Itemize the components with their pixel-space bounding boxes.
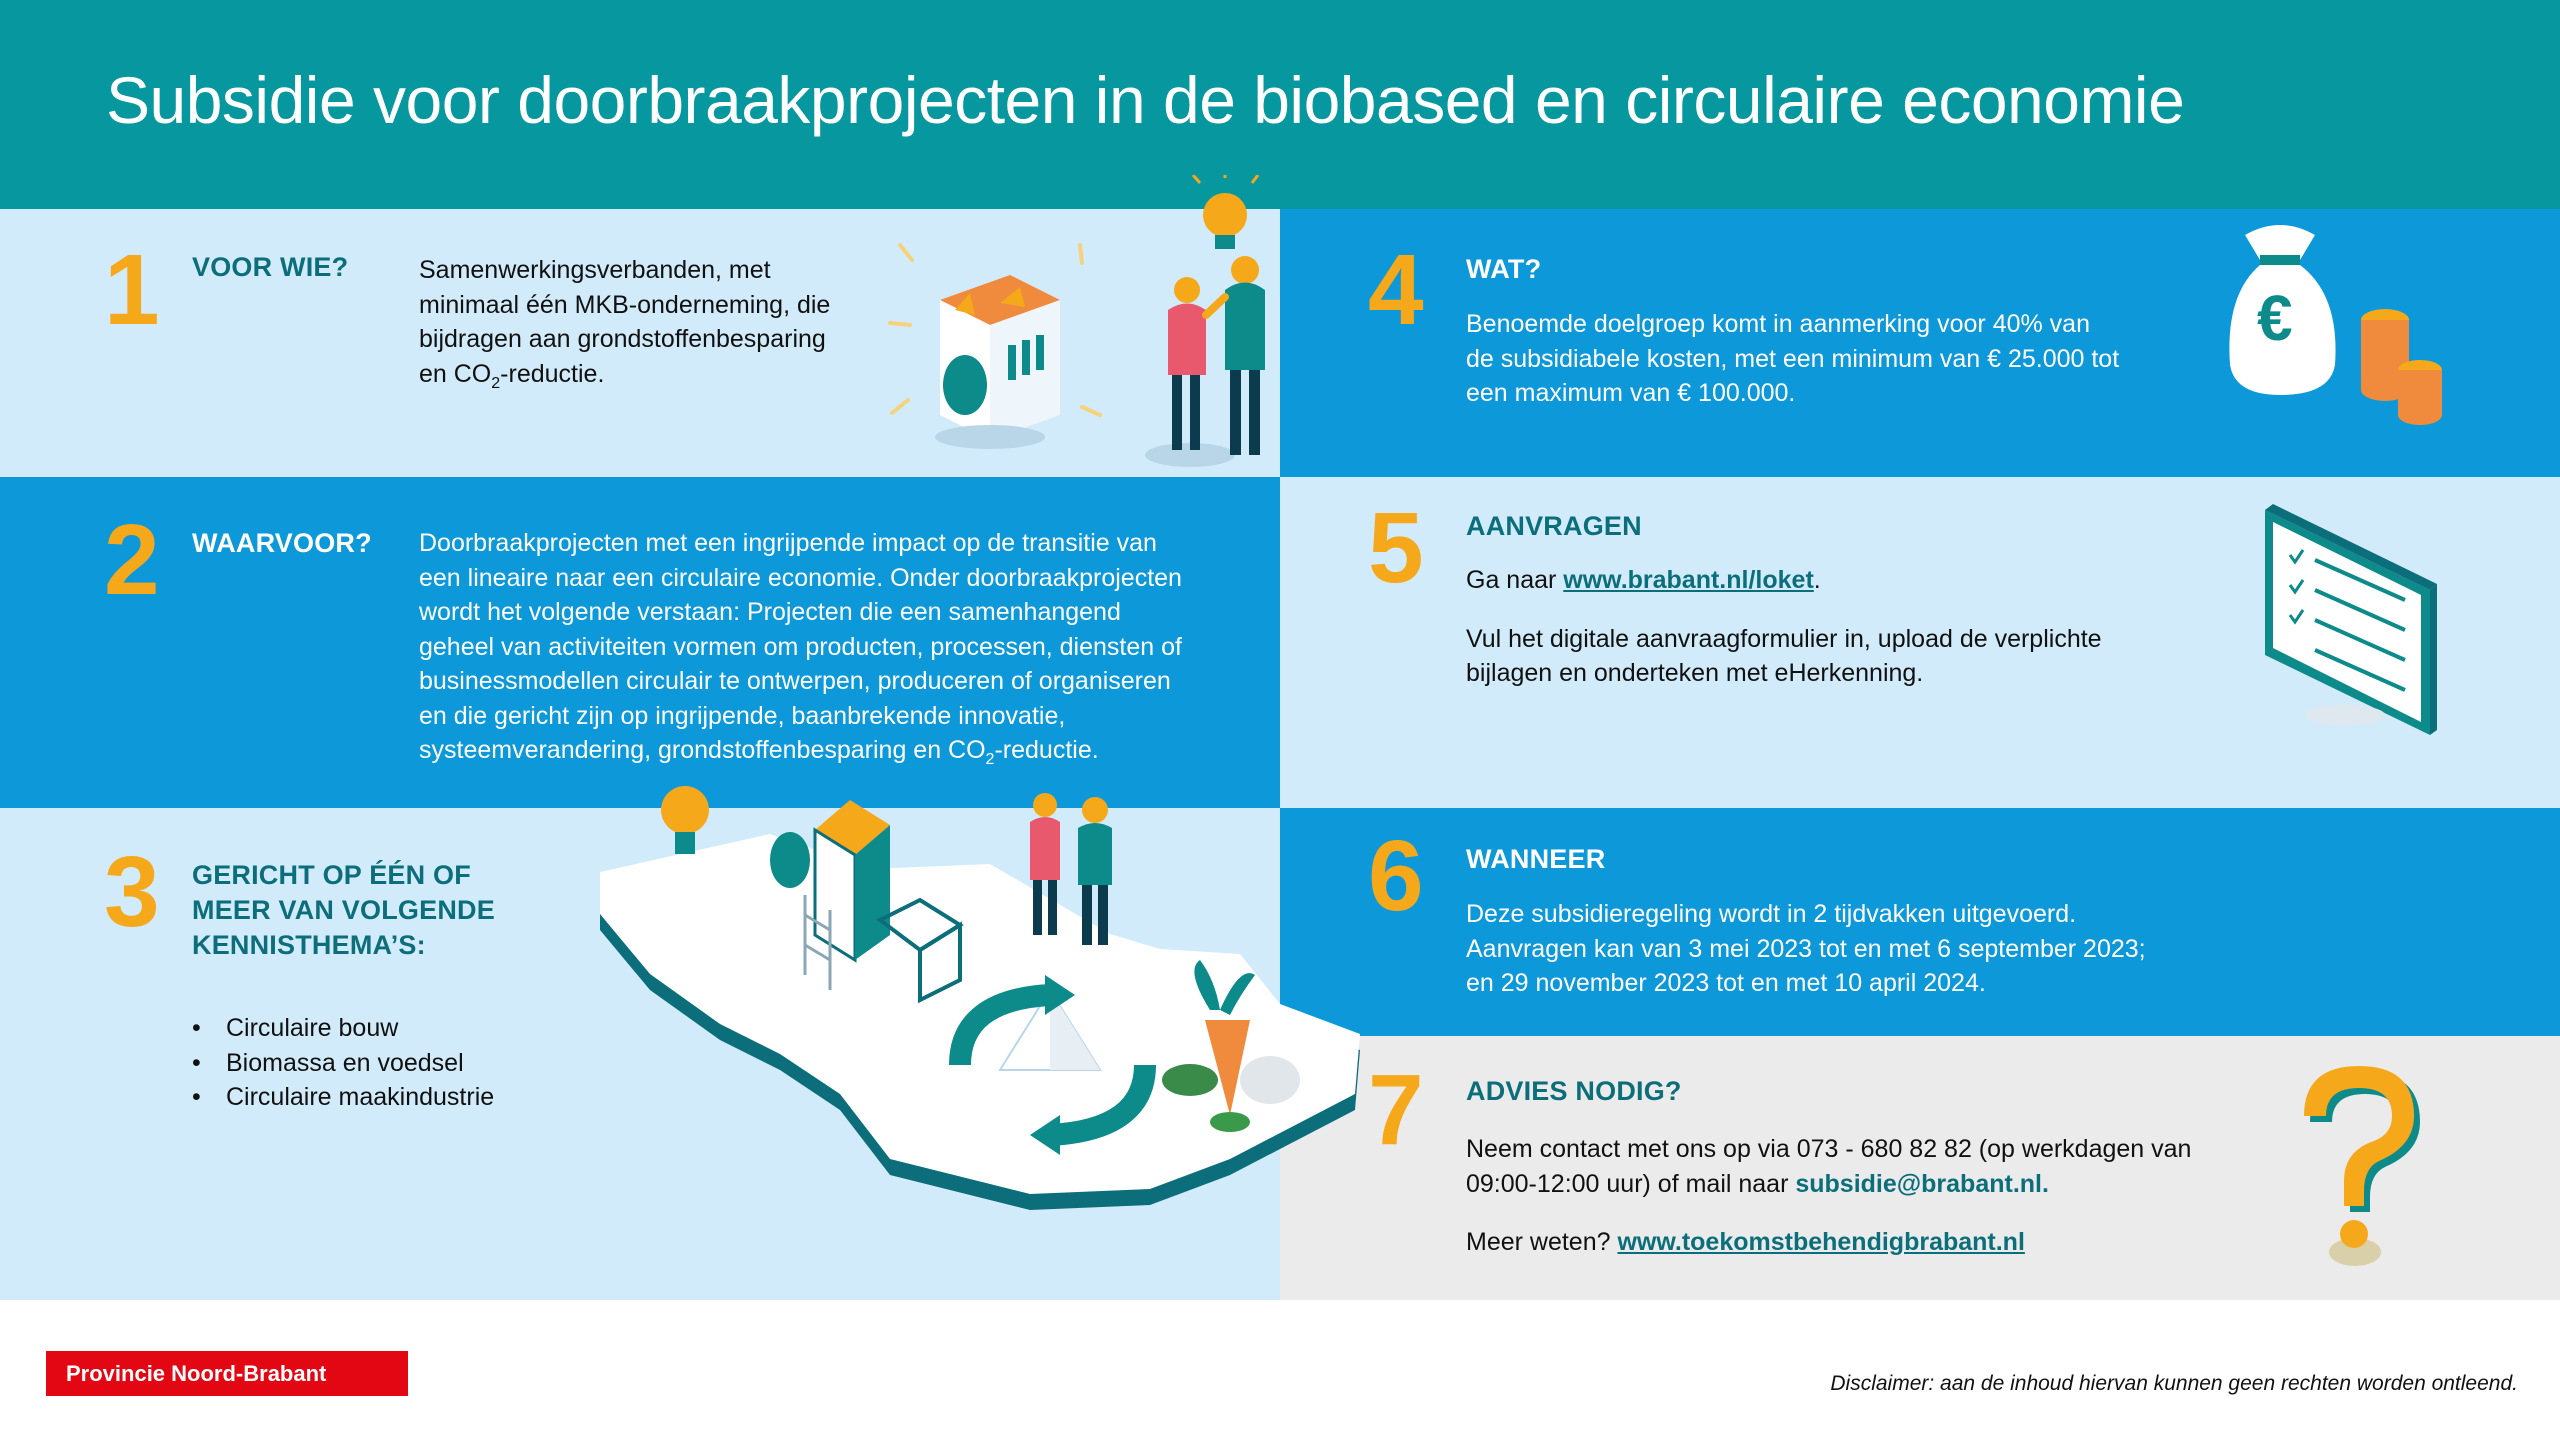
text-fragment: -reductie. [994,736,1099,764]
section-2-label: WAARVOOR? [192,528,372,558]
section-2-text [419,526,1182,778]
text-line: een maximum van € 100.000. [1466,379,1796,407]
section-7-number: 7 [1368,1054,1424,1166]
text-line: bijdragen aan grondstoffenbesparing [419,325,826,353]
text-line: Deze subsidieregeling wordt in 2 tijdvakken uitgevoerd. [1466,900,2077,928]
subscript: 2 [985,751,995,768]
lightbulb-icon [1193,175,1258,249]
text-line: Aanvragen kan van 3 mei 2023 tot en met 6 september 2023; [1466,934,2146,963]
coins-icon [2361,309,2442,425]
spacer [1466,598,2102,622]
text-line [419,733,1182,778]
section-5-label: AANVRAGEN [1466,511,1642,541]
text-fragment: -reductie. [500,359,605,388]
section-1-text [419,253,830,401]
money-bag-icon [2229,225,2335,395]
text-line: een lineaire naar een circulaire economie. Onder doorbraakprojecten [419,563,1182,592]
question-mark-icon [2304,1066,2420,1266]
section-4-text [1466,307,2119,411]
text-line: Samenwerkingsverbanden, met [419,256,771,284]
section-4-number: 4 [1368,234,1424,346]
label-line: MEER VAN VOLGENDE [192,895,495,925]
text-line [1466,563,2102,598]
text-fragment: 09:00-12:00 uur) of mail naar [1466,1169,1796,1198]
text-line [1466,1167,2191,1202]
computer-screen-icon [2265,504,2437,735]
more-info-link[interactable]: www.toekomstbehendigbrabant.nl [1617,1228,2025,1256]
province-map-illustration [590,780,1370,1250]
section-6-text [1466,897,2146,1001]
province-logo: Provincie Noord-Brabant [46,1351,408,1396]
loket-link[interactable]: www.brabant.nl/loket [1563,566,1814,594]
text-fragment: Ga naar [1466,566,1564,594]
subscript: 2 [491,374,501,392]
list-item: • Circulaire maakindustrie [192,1080,494,1115]
text-fragment: systeemverandering, grondstoffenbesparing en CO [419,736,986,764]
text-line: geheel van activiteiten vormen om producten, processen, diensten of [419,632,1182,661]
section-2-number: 2 [104,504,160,616]
lightbulb-icon [661,786,709,854]
text-fragment: . [1813,566,1821,594]
text-line: Benoemde doelgroep komt in aanmerking voor 40% van [1466,310,2090,338]
computer-illustration [2255,500,2455,740]
disclaimer: Disclaimer: aan de inhoud hiervan kunnen geen rechten worden ontleend. [1830,1372,2518,1395]
question-illustration [2290,1062,2440,1282]
list-item: • Biomassa en voedsel [192,1046,494,1081]
section-3-label [192,858,495,963]
section-1-number: 1 [104,234,160,346]
section-1-label: VOOR WIE? [192,252,349,282]
text-line [419,357,830,402]
money-illustration [2205,205,2465,450]
text-line: de subsidiabele kosten, met een minimum van € 25.000 tot [1466,344,2120,373]
text-line: wordt het volgende verstaan: Projecten die een samenhangend [419,598,1121,626]
spacer [1466,1201,2191,1225]
page-title: Subsidie voor doorbraakprojecten in de biobased en circulaire economie [106,63,2185,137]
themes-list [192,1011,494,1115]
text-line: Doorbraakprojecten met een ingrijpende impact op de transitie van [419,529,1157,557]
text-line: bijlagen en onderteken met eHerkenning. [1466,659,1924,687]
text-line: Vul het digitale aanvraagformulier in, upload de verplichte [1466,624,2102,653]
text-line: minimaal één MKB-onderneming, die [419,290,831,319]
text-line [1466,1225,2191,1260]
factory-icon [935,275,1060,449]
euro-symbol: € [2257,282,2293,354]
section-5-number: 5 [1368,492,1424,604]
collaboration-illustration [860,175,1330,475]
section-4-label: WAT? [1466,254,1542,284]
mail-link[interactable]: subsidie@brabant.nl. [1795,1169,2049,1198]
section-3-number: 3 [104,836,160,948]
list-item: • Circulaire bouw [192,1011,494,1046]
section-6-number: 6 [1368,820,1424,932]
text-fragment: en CO [419,359,492,388]
section-7-label: ADVIES NODIG? [1466,1076,1682,1106]
text-line: businessmodellen circulair te ontwerpen, produceren of organiseren [419,667,1171,695]
label-line: KENNISTHEMA’S: [192,930,426,960]
text-line: en die gericht zijn op ingrijpende, baanbrekende innovatie, [419,701,1066,730]
text-fragment: Meer weten? [1466,1228,1618,1256]
section-6-label: WANNEER [1466,844,1606,874]
section-5-text [1466,563,2102,691]
label-line: GERICHT OP ÉÉN OF [192,860,471,890]
section-7-text [1466,1132,2191,1260]
text-line: en 29 november 2023 tot en met 10 april 2024. [1466,969,1986,997]
people-icon [1145,256,1265,467]
text-line: Neem contact met ons op via 073 - 680 82 82 (op werkdagen van [1466,1135,2192,1163]
